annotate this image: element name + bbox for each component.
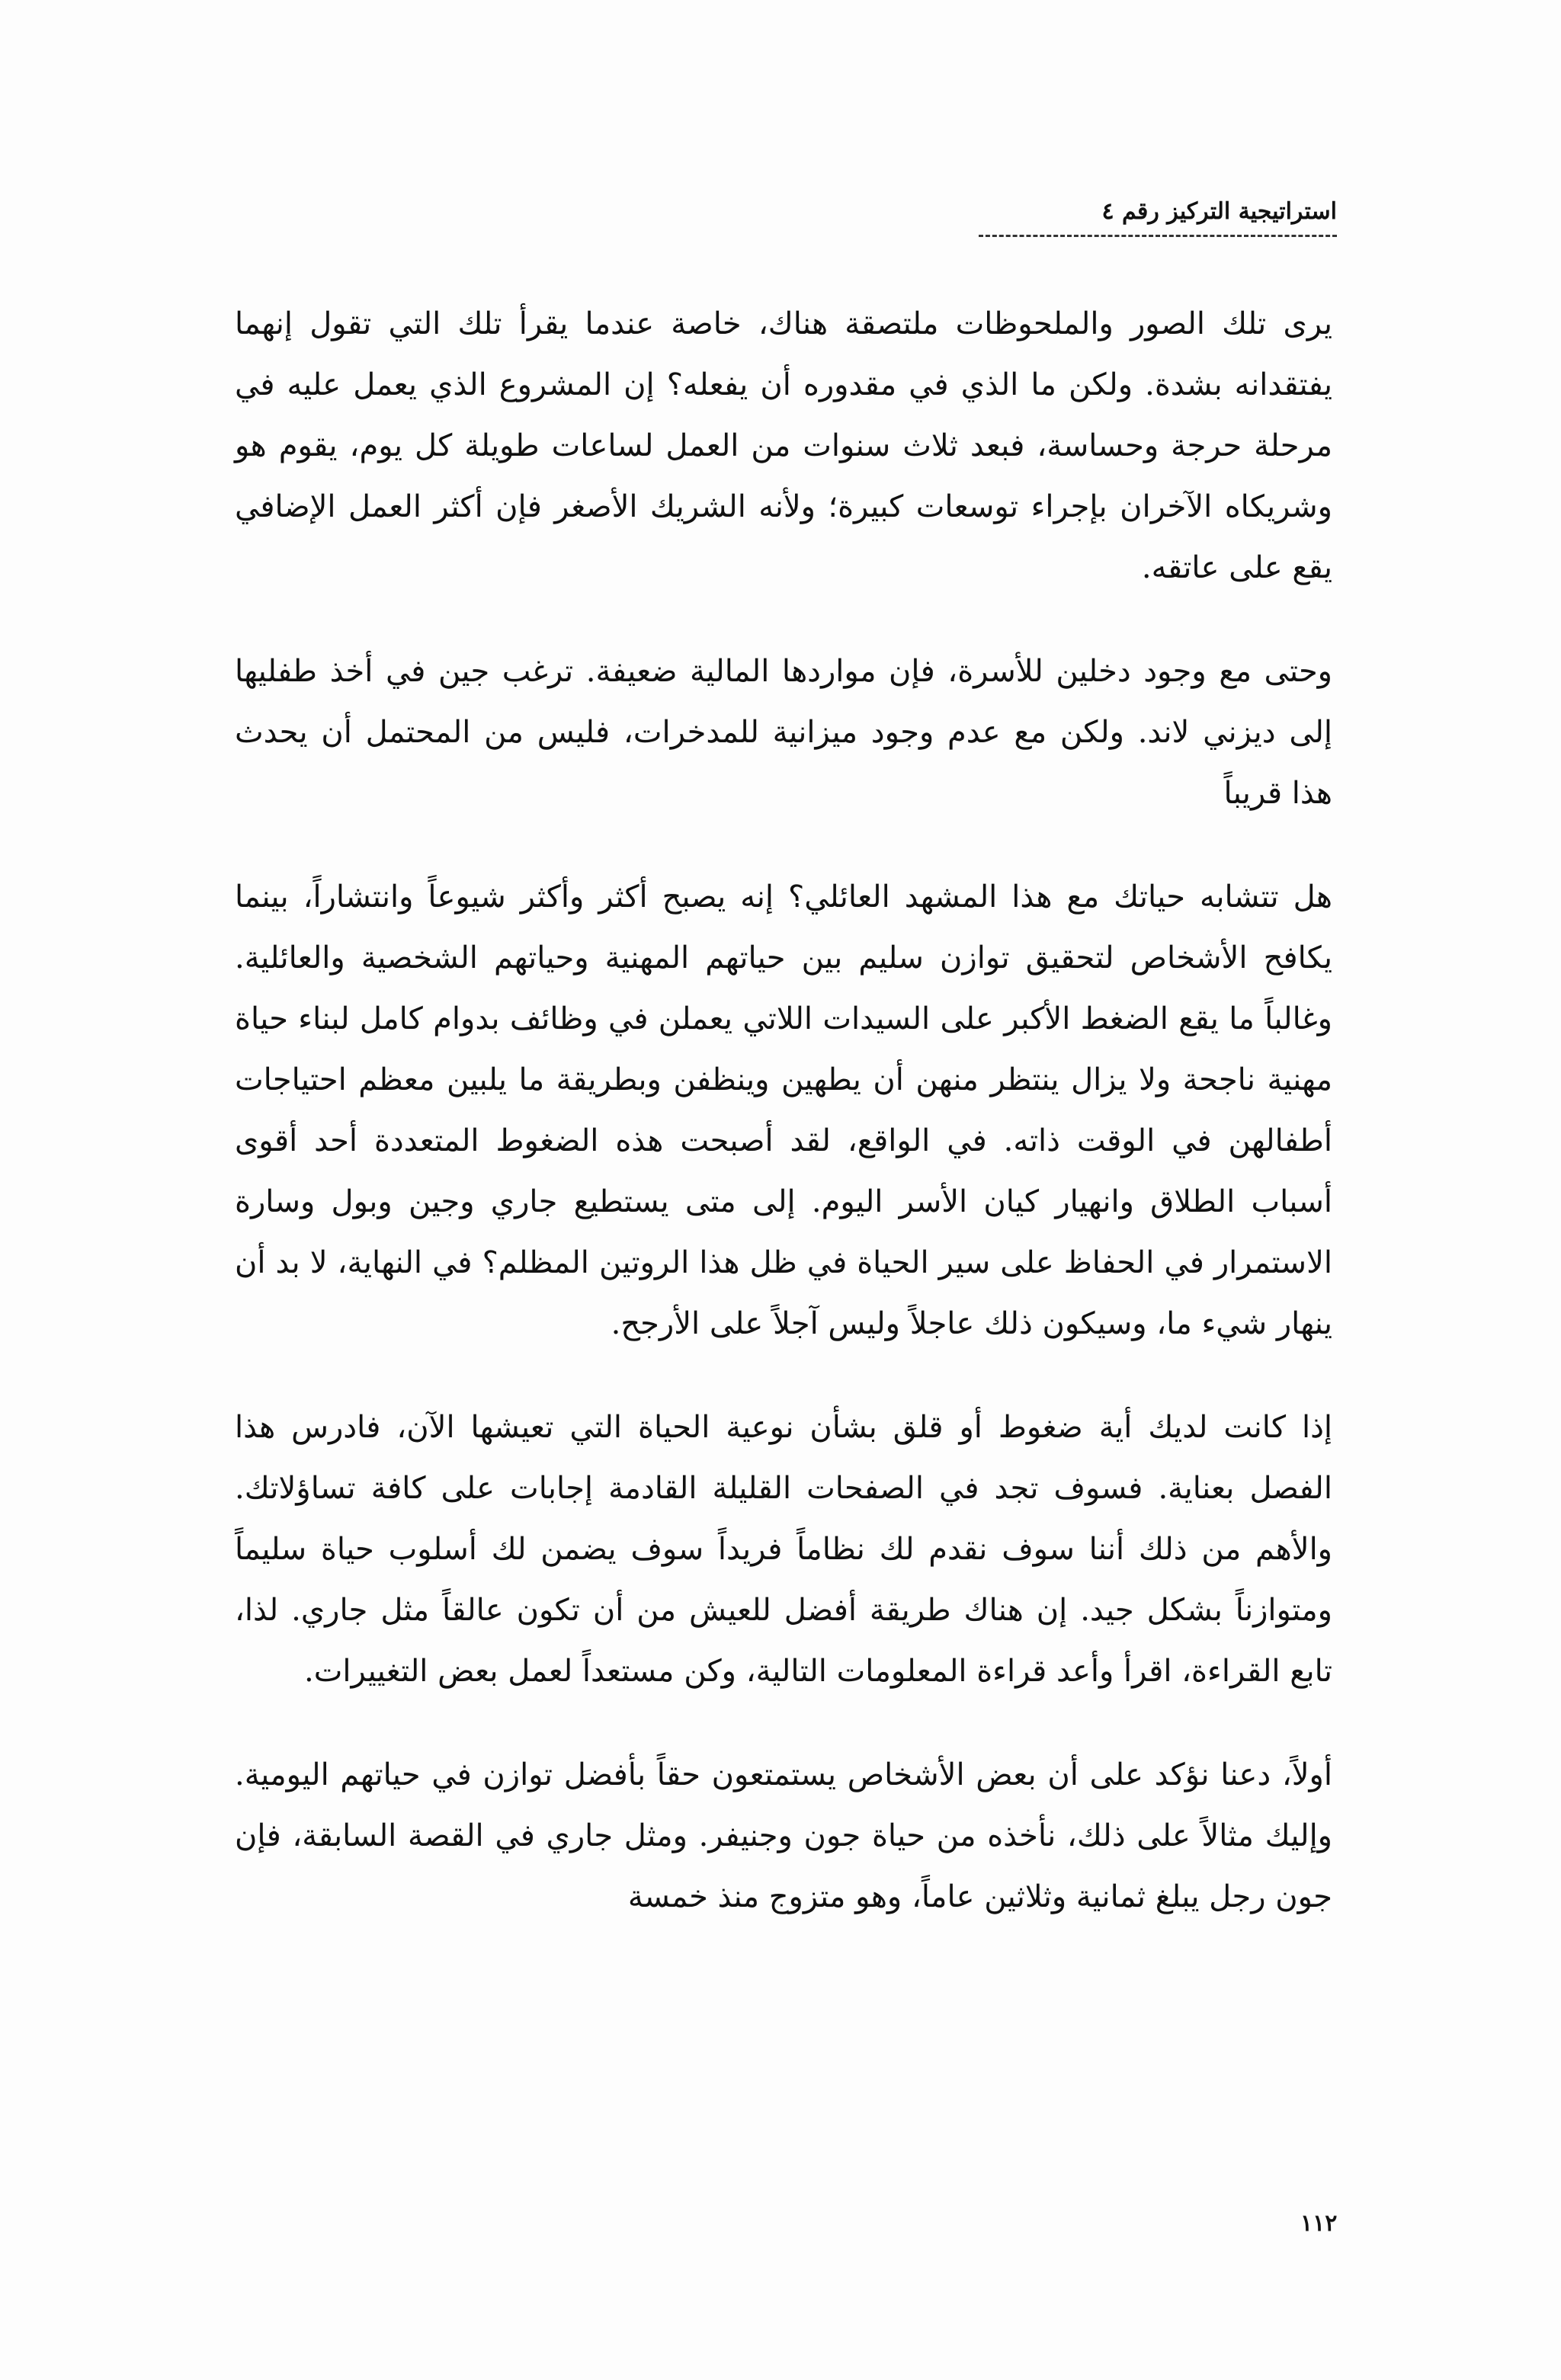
page-number: ١١٢ (1300, 2210, 1338, 2237)
body-text (235, 293, 1332, 1970)
paragraph-5: أولاً، دعنا نؤكد على أن بعض الأشخاص يستمتعون حقاً بأفضل توازن في حياتهم اليومية. وإليك مثالاً على ذلك، نأخذه من حياة جون وجنيفر. ومثل جاري في القصة السابقة، فإن جون رجل يبلغ ثمانية وثلاثين عاماً، وهو متزوج منذ خمسة (235, 1757, 1332, 1914)
paragraph-2: وحتى مع وجود دخلين للأسرة، فإن مواردها المالية ضعيفة. ترغب جين في أخذ طفليها إلى ديزني لاند. ولكن مع عدم وجود ميزانية للمدخرات، فليس من المحتمل أن يحدث هذا قريباً (235, 654, 1332, 811)
paragraph-4: إذا كانت لديك أية ضغوط أو قلق بشأن نوعية الحياة التي تعيشها الآن، فادرس هذا الفصل بعناية. فسوف تجد في الصفحات القليلة القادمة إجابات على كافة تساؤلاتك. والأهم من ذلك أننا سوف نقدم لك نظاماً فريداً سوف يضمن لك أسلوب حياة سليماً ومتوازناً بشكل جيد. إن هناك طريقة أفضل للعيش من أن تكون عالقاً مثل جاري. لذا، تابع القراءة، اقرأ وأعد قراءة المعلومات التالية، وكن مستعداً لعمل بعض التغييرات. (235, 1410, 1332, 1689)
paragraph-1: يرى تلك الصور والملحوظات ملتصقة هناك، خاصة عندما يقرأ تلك التي تقول إنهما يفتقدانه بشدة. ولكن ما الذي في مقدوره أن يفعله؟ إن المشروع الذي يعمل عليه في مرحلة حرجة وحساسة، فبعد ثلاث سنوات من العمل لساعات طويلة كل يوم، يقوم هو وشريكاه الآخران بإجراء توسعات كبيرة؛ ولأنه الشريك الأصغر فإن أكثر العمل الإضافي يقع على عاتقه. (235, 306, 1332, 585)
header-divider (979, 235, 1337, 237)
running-header-title: استراتيجية التركيز رقم ٤ (1101, 198, 1337, 225)
paragraph-3: هل تتشابه حياتك مع هذا المشهد العائلي؟ إنه يصبح أكثر وأكثر شيوعاً وانتشاراً، بينما يكافح الأشخاص لتحقيق توازن سليم بين حياتهم المهنية وحياتهم الشخصية والعائلية. وغالباً ما يقع الضغط الأكبر على السيدات اللاتي يعملن في وظائف بدوام كامل لبناء حياة مهنية ناجحة ولا يزال ينتظر منهن أن يطهين وينظفن وبطريقة ما يلبين معظم احتياجات أطفالهن في الوقت ذاته. في الواقع، لقد أصبحت هذه الضغوط المتعددة أحد أقوى أسباب الطلاق وانهيار كيان الأسر اليوم. إلى متى يستطيع جاري وجين وبول وسارة الاستمرار في الحفاظ على سير الحياة في ظل هذا الروتين المظلم؟ في النهاية، لا بد أن ينهار شيء ما، وسيكون ذلك عاجلاً وليس آجلاً على الأرجح. (235, 879, 1333, 1341)
